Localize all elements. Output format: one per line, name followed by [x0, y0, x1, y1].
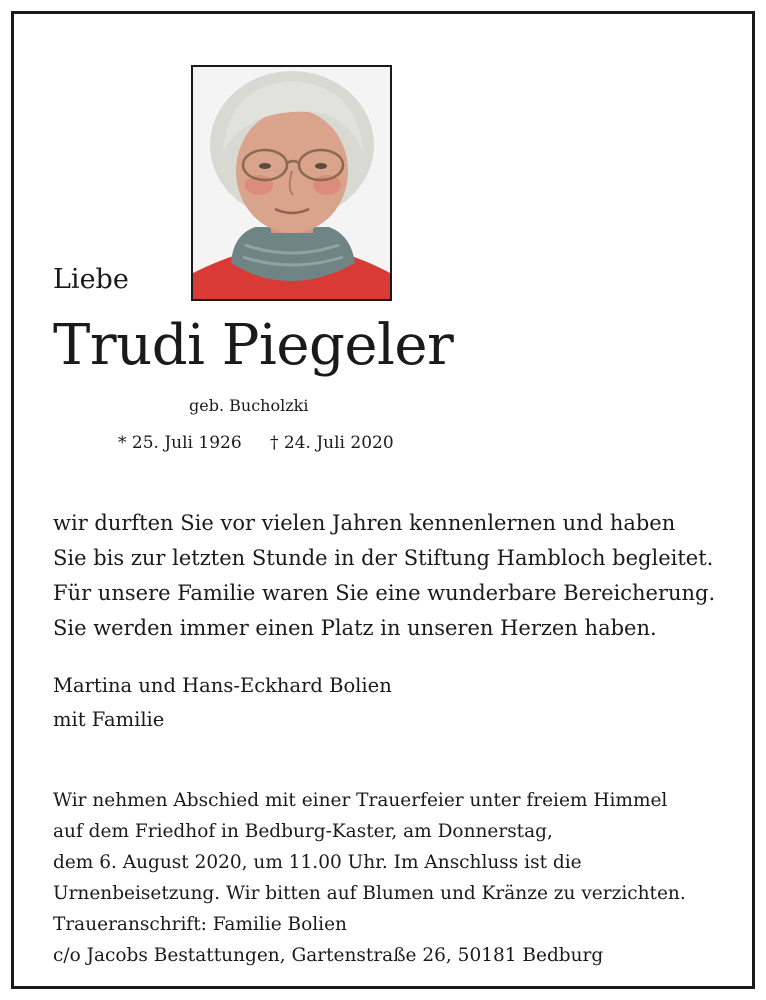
portrait-image: [193, 67, 390, 299]
salutation: Liebe: [53, 264, 129, 295]
maiden-name: geb. Bucholzki: [189, 396, 309, 415]
ceremony-line: Urnenbeisetzung. Wir bitten auf Blumen und Kränze zu verzichten.: [53, 883, 686, 904]
signer-line: mit Familie: [53, 708, 165, 731]
death-date: † 24. Juli 2020: [270, 433, 394, 453]
ceremony-line: Wir nehmen Abschied mit einer Trauerfeier unter freiem Himmel: [53, 790, 668, 811]
condolence-message: [53, 506, 743, 646]
message-line: Für unsere Familie waren Sie eine wunderbare Bereicherung.: [53, 581, 716, 605]
signer-line: Martina und Hans-Eckhard Bolien: [53, 674, 392, 697]
ceremony-line: dem 6. August 2020, um 11.00 Uhr. Im Anschluss ist die: [53, 852, 582, 873]
ceremony-line: c/o Jacobs Bestattungen, Gartenstraße 26, 50181 Bedburg: [53, 945, 604, 966]
message-line: Sie bis zur letzten Stunde in der Stiftung Hambloch begleitet.: [53, 546, 714, 570]
message-line: Sie werden immer einen Platz in unseren Herzen haben.: [53, 616, 657, 640]
ceremony-notice: [53, 785, 686, 971]
signers: [53, 669, 392, 737]
ceremony-line: Traueranschrift: Familie Bolien: [53, 914, 347, 935]
deceased-name: Trudi Piegeler: [53, 313, 454, 378]
message-line: wir durften Sie vor vielen Jahren kennenlernen und haben: [53, 511, 676, 535]
ceremony-line: auf dem Friedhof in Bedburg-Kaster, am Donnerstag,: [53, 821, 553, 842]
birth-date: * 25. Juli 1926: [118, 433, 242, 453]
portrait-photo: [191, 65, 392, 301]
